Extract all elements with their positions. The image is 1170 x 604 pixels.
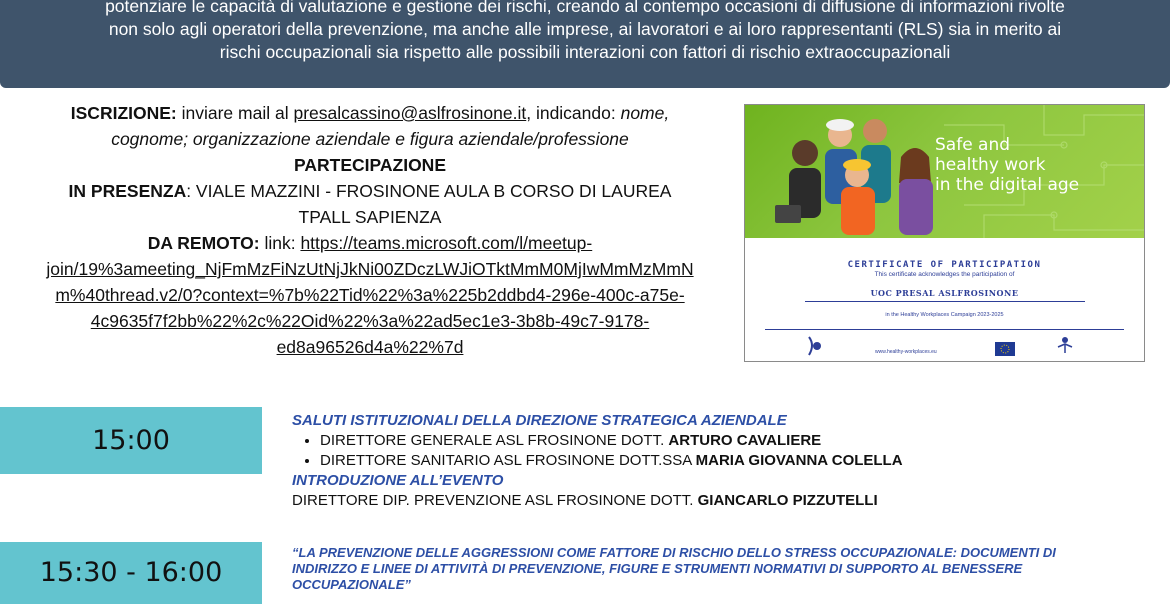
schedule-heading-2: INTRODUZIONE ALL’EVENTO	[292, 472, 504, 489]
speaker-role: DIRETTORE GENERALE ASL FROSINONE DOTT.	[320, 432, 669, 449]
healthy-workplaces-logo-icon	[1055, 335, 1075, 357]
certificate-subtitle: This certificate acknowledges the participation of	[874, 271, 1015, 278]
introduction-speaker	[292, 491, 903, 511]
speaker-name: ARTURO CAVALIERE	[668, 432, 822, 449]
speaker-name: MARIA GIOVANNA COLELLA	[695, 452, 903, 469]
iscrizione-row	[0, 100, 740, 126]
speaker-item	[320, 451, 903, 471]
certificate-tagline	[935, 135, 1079, 195]
teams-link-line-2[interactable]: join/19%3ameeting_NjFmMzFiNzUtNjJkNi00ZDczLWJiOTktMmM0MjIwMmMzMmN	[46, 259, 694, 279]
time-slot-1: 15:00	[0, 407, 262, 474]
presenza-label: IN PRESENZA	[68, 181, 187, 201]
iscrizione-italic-2: cognome; organizzazione aziendale e figura aziendale/professione	[111, 129, 629, 149]
certificate-org: UOC PRESAL ASLFROSINONE	[870, 288, 1019, 298]
teams-link-line-4[interactable]: 4c9635f7f2bb%22%2c%22Oid%22%3a%22ad5ec1e3-3b8b-49c7-9178-	[90, 311, 650, 331]
presenza-text-2: TPALL SAPIENZA	[298, 207, 442, 227]
iscrizione-label: ISCRIZIONE:	[70, 103, 177, 123]
workers-illustration-icon	[775, 113, 935, 235]
header-line-3: rischi occupazionali sia rispetto alle possibili interazioni con fattori di rischio extraoccupazionali	[219, 42, 951, 62]
speaker-name: GIANCARLO PIZZUTELLI	[697, 492, 878, 509]
certificate-image	[744, 104, 1145, 362]
iscrizione-after: , indicando:	[526, 103, 621, 123]
eu-flag-icon	[995, 342, 1015, 356]
schedule-item-2	[292, 545, 1092, 593]
speaker-role: DIRETTORE SANITARIO ASL FROSINONE DOTT.SSA	[320, 452, 696, 469]
certificate-url: www.healthy-workplaces.eu	[875, 349, 937, 355]
schedule-item-1	[292, 411, 903, 511]
certificate-campaign: in the Healthy Workplaces Campaign 2023-2025	[885, 312, 1004, 318]
schedule-heading-3: “LA PREVENZIONE DELLE AGGRESSIONI COME FATTORE DI RISCHIO DELLO STRESS OCCUPAZIONALE: DOCUMENTI DI INDIRIZZO E LINEE DI ATTIVITÀ DI PREVENZIONE, FIGURE E STRUMENTI NORMATIVI DI SUPPORTO AL BENESSERE OCCUPAZIONALE”	[292, 545, 1056, 592]
iscrizione-italic-1: nome,	[620, 103, 670, 123]
eu-osha-logo-icon	[805, 335, 825, 357]
certificate-banner	[745, 105, 1144, 238]
tagline-line-2: healthy work	[935, 155, 1046, 175]
registration-info	[0, 100, 740, 360]
teams-link-line-3[interactable]: m%40thread.v2/0?context=%7b%22Tid%22%3a%225b2ddbd4-296e-400c-a75e-	[55, 285, 685, 305]
iscrizione-text: inviare mail al	[176, 103, 294, 123]
teams-link-line-5[interactable]: ed8a96526d4a%22%7d	[276, 337, 464, 357]
tagline-line-1: Safe and	[935, 135, 1011, 155]
presenza-text-1: : VIALE MAZZINI - FROSINONE AULA B CORSO DI LAUREA	[186, 181, 672, 201]
teams-link-line-1[interactable]: https://teams.microsoft.com/l/meetup-	[300, 233, 593, 253]
header-band	[0, 0, 1170, 88]
speaker-item	[320, 431, 903, 451]
tagline-line-3: in the digital age	[935, 175, 1080, 195]
time-slot-2: 15:30 - 16:00	[0, 542, 262, 604]
partecipazione-label: PARTECIPAZIONE	[294, 155, 446, 175]
email-link[interactable]: presalcassino@aslfrosinone.it	[293, 103, 527, 123]
schedule-heading-1: SALUTI ISTITUZIONALI DELLA DIREZIONE STRATEGICA AZIENDALE	[292, 412, 787, 429]
remoto-label: DA REMOTO:	[147, 233, 260, 253]
remoto-text: link:	[259, 233, 301, 253]
speaker-list	[292, 431, 903, 471]
certificate-title: CERTIFICATE OF PARTICIPATION	[847, 260, 1042, 270]
speaker-role: DIRETTORE DIP. PREVENZIONE ASL FROSINONE DOTT.	[292, 492, 698, 509]
header-line-1: potenziare le capacità di valutazione e gestione dei rischi, creando al contempo occasioni di diffusione di informazioni rivolte	[105, 0, 1065, 16]
certificate-footer-divider	[765, 329, 1124, 330]
certificate-divider	[805, 301, 1085, 302]
header-line-2: non solo agli operatori della prevenzione, ma anche alle imprese, ai lavoratori e ai loro rappresentanti (RLS) sia in merito ai	[108, 19, 1062, 39]
